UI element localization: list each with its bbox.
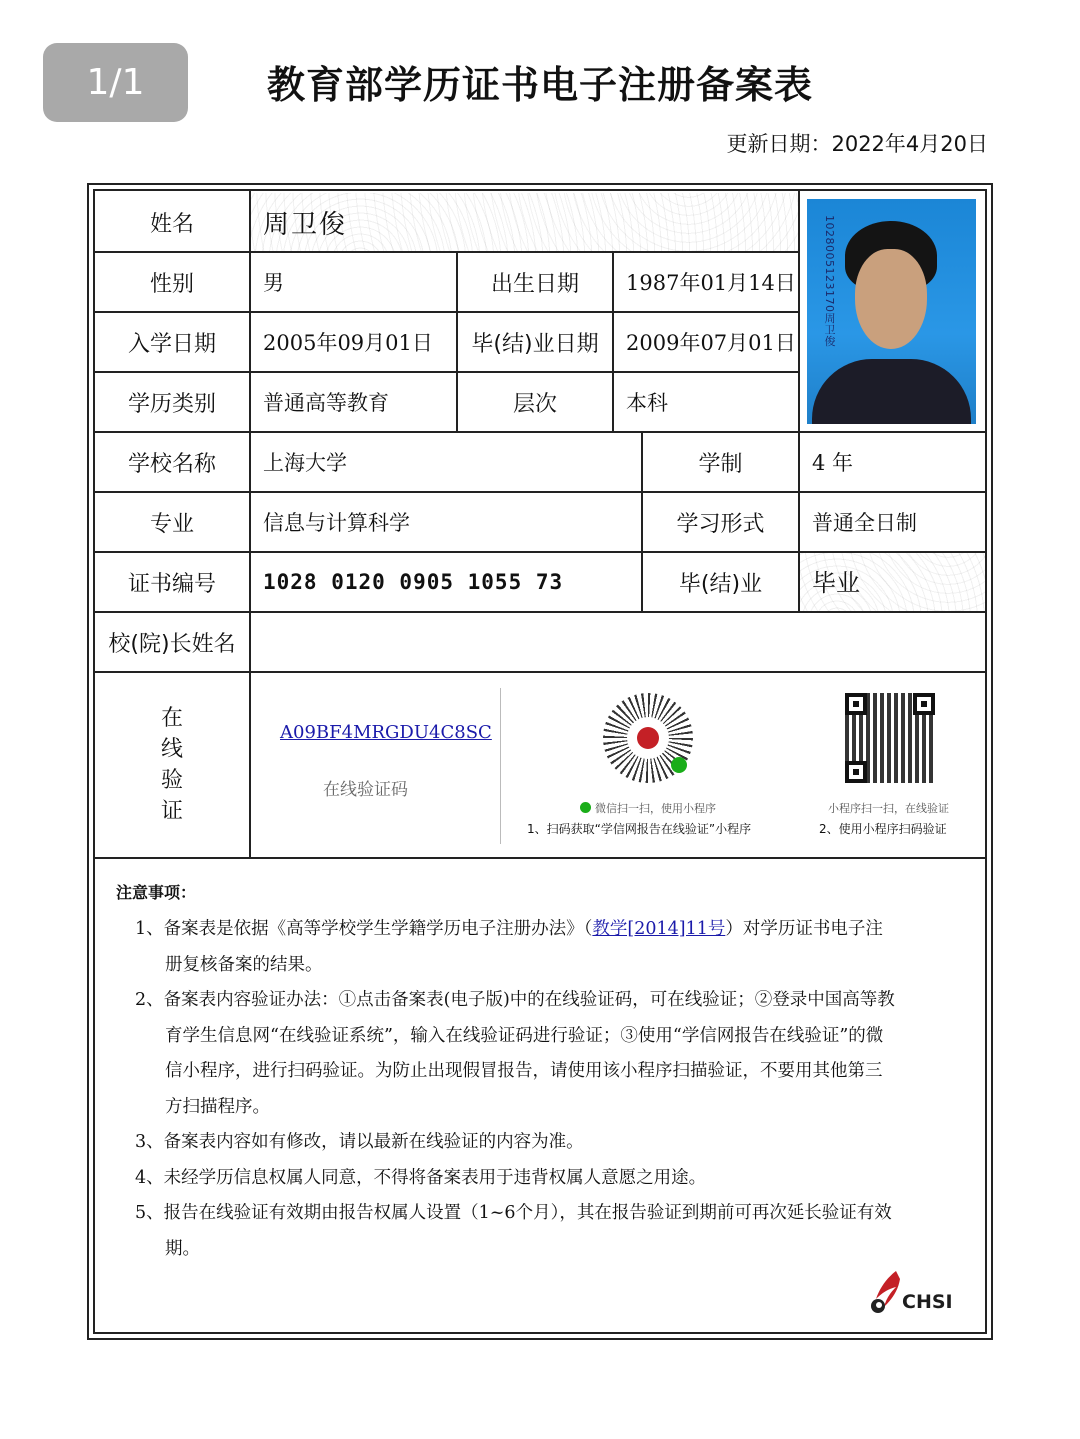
regulation-link[interactable]: 教学[2014]11号 (592, 919, 726, 939)
chsi-bird-icon (866, 1269, 902, 1315)
cert-number-label: 证书编号 (127, 571, 216, 597)
gender-label: 性别 (149, 271, 194, 297)
president-name-label: 校(院)长姓名 (108, 631, 236, 657)
online-verify-char: 证 (160, 799, 183, 824)
photo-face (855, 249, 927, 349)
notice-item: 5、报告在线验证有效期由报告权属人设置（1~6个月），其在报告验证到期前可再次延长验证有效期。 (135, 1203, 892, 1259)
notice-item: 4、未经学历信息权属人同意，不得将备案表用于违背权属人意愿之用途。 (135, 1167, 707, 1188)
birth-date-label: 出生日期 (490, 271, 579, 297)
education-category-value: 普通高等教育 (263, 391, 389, 415)
study-form-value: 普通全日制 (812, 511, 917, 535)
qr-code[interactable] (845, 693, 935, 783)
chsi-logo-text: CHSI (902, 1291, 953, 1313)
wechat-icon (580, 802, 591, 813)
notice-title: 注意事项： (116, 883, 197, 902)
grad-date-label: 毕(结)业日期 (471, 331, 599, 357)
name-value: 周卫俊 (251, 193, 798, 251)
name-label: 姓名 (149, 211, 194, 237)
student-photo (807, 199, 976, 424)
qr-finder (845, 693, 867, 715)
notice-item: 3、备案表内容如有修改，请以最新在线验证的内容为准。 (135, 1132, 584, 1152)
mini-program-caption-text: 微信扫一扫，使用小程序 (595, 802, 716, 815)
study-form-label: 学习形式 (676, 511, 765, 537)
cert-number-value: 1028 0120 0905 1055 73 (263, 570, 564, 594)
update-date: 更新日期：2022年4月20日 (726, 132, 988, 156)
grad-status-label: 毕(结)业 (678, 571, 763, 597)
gender-value: 男 (263, 271, 284, 295)
online-verify-code-link[interactable]: A09BF4MRGDU4C8SC (280, 722, 492, 743)
wechat-icon (671, 757, 687, 773)
online-verify-char: 在 (160, 706, 183, 731)
school-name-label: 学校名称 (127, 451, 216, 477)
enroll-date-value: 2005年09月01日 (263, 331, 433, 355)
duration-value: 4 年 (812, 451, 854, 475)
chsi-logo (864, 1269, 956, 1319)
qr-caption: 小程序扫一扫，在线验证 (828, 802, 949, 815)
notice-item-text: 1、备案表是依据《高等学校学生学籍学历电子注册办法》（ (135, 919, 593, 939)
enroll-date-label: 入学日期 (127, 331, 216, 357)
level-label: 层次 (512, 391, 557, 417)
notice-item-text: ）对学历证书电子注册复核备案的结果。 (165, 919, 883, 975)
grad-status-value: 毕业 (800, 553, 985, 611)
major-value: 信息与计算科学 (263, 511, 410, 535)
qr-finder (913, 693, 935, 715)
major-label: 专业 (149, 511, 194, 537)
education-category-label: 学历类别 (127, 391, 216, 417)
notice-item: 2、备案表内容验证办法：①点击备案表(电子版)中的在线验证码，可在线验证；②登录中国高等教育学生信息网“在线验证系统”，输入在线验证码进行验证；③使用“学信网报告在线验证”的微信小程序，进行扫码验证。为防止出现假冒报告，请使用该小程序扫描验证，不要用其他第三方扫描程序。 (135, 990, 895, 1117)
verify-step-2: 2、使用小程序扫码验证 (819, 822, 947, 836)
notice-item (135, 912, 895, 983)
page-indicator: 1/1 (43, 43, 188, 122)
duration-label: 学制 (698, 451, 743, 477)
chsi-logo-icon (627, 717, 669, 759)
president-name-value (251, 613, 985, 671)
notice-list (135, 912, 895, 1267)
online-verify-label (95, 673, 249, 857)
online-verify-char: 线 (160, 737, 183, 762)
grad-date-value: 2009年07月01日 (626, 331, 796, 355)
qr-finder (845, 761, 867, 783)
level-value: 本科 (626, 391, 668, 415)
wechat-mini-program-code[interactable] (603, 693, 693, 783)
page-title: 教育部学历证书电子注册备案表 (266, 63, 813, 107)
row-divider (95, 857, 985, 859)
online-verify-code-caption: 在线验证码 (323, 780, 408, 800)
verify-separator (500, 688, 501, 844)
verify-step-1: 1、扫码获取“学信网报告在线验证”小程序 (527, 822, 752, 836)
photo-id-caption: 1028005123170周卫俊 (823, 215, 836, 347)
school-name-value: 上海大学 (263, 451, 347, 475)
mini-program-caption (580, 800, 716, 816)
birth-date-value: 1987年01月14日 (626, 271, 796, 295)
online-verify-char: 验 (160, 768, 183, 793)
